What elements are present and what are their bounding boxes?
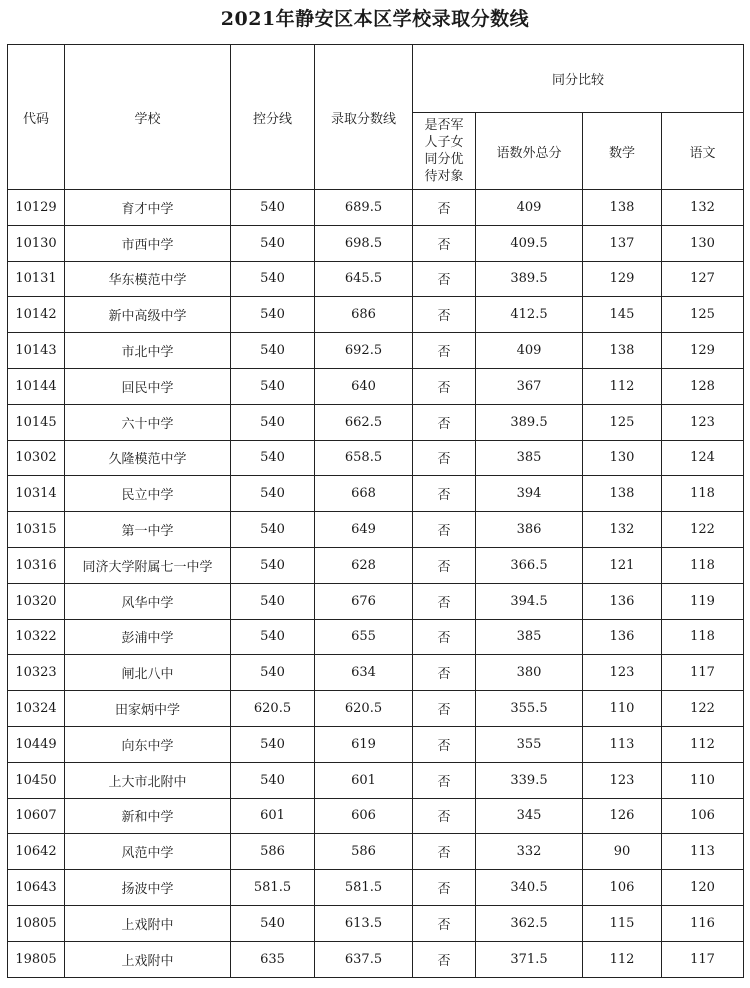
cell-military-family: 否 bbox=[413, 440, 476, 476]
cell-math: 138 bbox=[583, 190, 662, 226]
cell-math: 138 bbox=[583, 476, 662, 512]
cell-admission-line: 640 bbox=[315, 368, 413, 404]
cell-code: 10805 bbox=[8, 905, 65, 941]
cell-school: 新和中学 bbox=[65, 798, 231, 834]
table-row bbox=[8, 798, 744, 834]
cell-math: 90 bbox=[583, 834, 662, 870]
table-row bbox=[8, 655, 744, 691]
cell-admission-line: 613.5 bbox=[315, 905, 413, 941]
header-chinese: 语文 bbox=[662, 113, 744, 190]
cell-admission-line: 601 bbox=[315, 762, 413, 798]
header-control-line: 控分线 bbox=[231, 45, 315, 190]
cell-military-family: 否 bbox=[413, 726, 476, 762]
cell-control-line: 540 bbox=[231, 476, 315, 512]
cell-chinese: 118 bbox=[662, 547, 744, 583]
cell-math: 112 bbox=[583, 368, 662, 404]
cell-math: 121 bbox=[583, 547, 662, 583]
cell-control-line: 540 bbox=[231, 261, 315, 297]
cell-total-ex-foreign: 367 bbox=[476, 368, 583, 404]
cell-school: 上戏附中 bbox=[65, 941, 231, 977]
header-admission-line: 录取分数线 bbox=[315, 45, 413, 190]
cell-school: 向东中学 bbox=[65, 726, 231, 762]
cell-code: 10320 bbox=[8, 583, 65, 619]
table-row bbox=[8, 619, 744, 655]
cell-code: 10449 bbox=[8, 726, 65, 762]
header-military-line: 人子女 bbox=[424, 135, 464, 150]
cell-control-line: 540 bbox=[231, 368, 315, 404]
cell-total-ex-foreign: 380 bbox=[476, 655, 583, 691]
cell-math: 137 bbox=[583, 225, 662, 261]
cell-code: 10144 bbox=[8, 368, 65, 404]
cell-admission-line: 634 bbox=[315, 655, 413, 691]
cell-school: 田家炳中学 bbox=[65, 691, 231, 727]
table-row bbox=[8, 190, 744, 226]
table-row bbox=[8, 261, 744, 297]
cell-admission-line: 668 bbox=[315, 476, 413, 512]
cell-code: 10643 bbox=[8, 870, 65, 906]
cell-math: 125 bbox=[583, 404, 662, 440]
table-row bbox=[8, 512, 744, 548]
cell-school: 育才中学 bbox=[65, 190, 231, 226]
cell-code: 10607 bbox=[8, 798, 65, 834]
cell-math: 126 bbox=[583, 798, 662, 834]
cell-code: 10323 bbox=[8, 655, 65, 691]
cell-total-ex-foreign: 389.5 bbox=[476, 404, 583, 440]
cell-total-ex-foreign: 340.5 bbox=[476, 870, 583, 906]
cell-total-ex-foreign: 371.5 bbox=[476, 941, 583, 977]
cell-code: 10145 bbox=[8, 404, 65, 440]
cell-military-family: 否 bbox=[413, 547, 476, 583]
cell-admission-line: 662.5 bbox=[315, 404, 413, 440]
cell-school: 同济大学附属七一中学 bbox=[65, 547, 231, 583]
cell-school: 市北中学 bbox=[65, 333, 231, 369]
cell-total-ex-foreign: 332 bbox=[476, 834, 583, 870]
cell-math: 115 bbox=[583, 905, 662, 941]
table-row bbox=[8, 762, 744, 798]
cell-control-line: 581.5 bbox=[231, 870, 315, 906]
header-military-line: 是否军 bbox=[424, 118, 464, 133]
cell-math: 110 bbox=[583, 691, 662, 727]
header-total-ex-foreign: 语数外总分 bbox=[476, 113, 583, 190]
cell-math: 138 bbox=[583, 333, 662, 369]
cell-school: 风华中学 bbox=[65, 583, 231, 619]
cell-chinese: 113 bbox=[662, 834, 744, 870]
cell-chinese: 116 bbox=[662, 905, 744, 941]
cell-military-family: 否 bbox=[413, 512, 476, 548]
cell-control-line: 601 bbox=[231, 798, 315, 834]
cell-code: 10314 bbox=[8, 476, 65, 512]
cell-admission-line: 686 bbox=[315, 297, 413, 333]
cell-military-family: 否 bbox=[413, 870, 476, 906]
cell-military-family: 否 bbox=[413, 691, 476, 727]
cell-chinese: 106 bbox=[662, 798, 744, 834]
cell-control-line: 635 bbox=[231, 941, 315, 977]
cell-code: 10322 bbox=[8, 619, 65, 655]
cell-math: 123 bbox=[583, 655, 662, 691]
cell-admission-line: 619 bbox=[315, 726, 413, 762]
table-row bbox=[8, 834, 744, 870]
cell-control-line: 620.5 bbox=[231, 691, 315, 727]
cell-admission-line: 620.5 bbox=[315, 691, 413, 727]
cell-control-line: 540 bbox=[231, 726, 315, 762]
table-row bbox=[8, 547, 744, 583]
cell-math: 130 bbox=[583, 440, 662, 476]
cell-military-family: 否 bbox=[413, 941, 476, 977]
cell-chinese: 123 bbox=[662, 404, 744, 440]
cell-military-family: 否 bbox=[413, 476, 476, 512]
cell-total-ex-foreign: 412.5 bbox=[476, 297, 583, 333]
header-military-line: 同分优 bbox=[424, 152, 464, 167]
cell-chinese: 120 bbox=[662, 870, 744, 906]
table-row bbox=[8, 368, 744, 404]
cell-control-line: 586 bbox=[231, 834, 315, 870]
cell-school: 上戏附中 bbox=[65, 905, 231, 941]
cell-school: 扬波中学 bbox=[65, 870, 231, 906]
cell-military-family: 否 bbox=[413, 225, 476, 261]
cell-chinese: 117 bbox=[662, 941, 744, 977]
cell-control-line: 540 bbox=[231, 512, 315, 548]
cell-chinese: 130 bbox=[662, 225, 744, 261]
cell-chinese: 119 bbox=[662, 583, 744, 619]
cell-code: 10131 bbox=[8, 261, 65, 297]
cell-code: 10450 bbox=[8, 762, 65, 798]
cell-military-family: 否 bbox=[413, 762, 476, 798]
cell-total-ex-foreign: 385 bbox=[476, 619, 583, 655]
cell-military-family: 否 bbox=[413, 368, 476, 404]
table-row bbox=[8, 225, 744, 261]
cell-code: 10142 bbox=[8, 297, 65, 333]
cell-school: 彭浦中学 bbox=[65, 619, 231, 655]
cell-code: 10324 bbox=[8, 691, 65, 727]
cell-school: 六十中学 bbox=[65, 404, 231, 440]
cell-military-family: 否 bbox=[413, 190, 476, 226]
cell-control-line: 540 bbox=[231, 333, 315, 369]
cell-chinese: 132 bbox=[662, 190, 744, 226]
cell-total-ex-foreign: 339.5 bbox=[476, 762, 583, 798]
cell-total-ex-foreign: 366.5 bbox=[476, 547, 583, 583]
cell-total-ex-foreign: 394.5 bbox=[476, 583, 583, 619]
cell-admission-line: 637.5 bbox=[315, 941, 413, 977]
cell-admission-line: 689.5 bbox=[315, 190, 413, 226]
cell-total-ex-foreign: 386 bbox=[476, 512, 583, 548]
cell-admission-line: 645.5 bbox=[315, 261, 413, 297]
cell-total-ex-foreign: 355 bbox=[476, 726, 583, 762]
cell-chinese: 122 bbox=[662, 691, 744, 727]
cell-control-line: 540 bbox=[231, 547, 315, 583]
cell-admission-line: 649 bbox=[315, 512, 413, 548]
cell-military-family: 否 bbox=[413, 404, 476, 440]
table-row bbox=[8, 476, 744, 512]
cell-school: 第一中学 bbox=[65, 512, 231, 548]
cell-military-family: 否 bbox=[413, 834, 476, 870]
cell-chinese: 117 bbox=[662, 655, 744, 691]
header-military-line: 待对象 bbox=[424, 169, 464, 184]
cell-chinese: 125 bbox=[662, 297, 744, 333]
cell-admission-line: 658.5 bbox=[315, 440, 413, 476]
cell-control-line: 540 bbox=[231, 297, 315, 333]
header-tie-compare: 同分比较 bbox=[413, 45, 744, 113]
table-body bbox=[8, 190, 744, 978]
cell-admission-line: 606 bbox=[315, 798, 413, 834]
table-row bbox=[8, 404, 744, 440]
cell-admission-line: 698.5 bbox=[315, 225, 413, 261]
cell-school: 久隆模范中学 bbox=[65, 440, 231, 476]
cell-military-family: 否 bbox=[413, 261, 476, 297]
cell-control-line: 540 bbox=[231, 583, 315, 619]
cell-code: 10129 bbox=[8, 190, 65, 226]
cell-military-family: 否 bbox=[413, 655, 476, 691]
cell-chinese: 110 bbox=[662, 762, 744, 798]
cell-control-line: 540 bbox=[231, 440, 315, 476]
cell-code: 10130 bbox=[8, 225, 65, 261]
table-row bbox=[8, 726, 744, 762]
cell-code: 10642 bbox=[8, 834, 65, 870]
header-math: 数学 bbox=[583, 113, 662, 190]
cell-code: 10316 bbox=[8, 547, 65, 583]
cell-code: 10143 bbox=[8, 333, 65, 369]
cell-admission-line: 655 bbox=[315, 619, 413, 655]
page-title: 2021年静安区本区学校录取分数线 bbox=[220, 8, 530, 30]
cell-school: 上大市北附中 bbox=[65, 762, 231, 798]
cell-math: 113 bbox=[583, 726, 662, 762]
cell-military-family: 否 bbox=[413, 798, 476, 834]
cell-chinese: 112 bbox=[662, 726, 744, 762]
cell-math: 145 bbox=[583, 297, 662, 333]
cell-military-family: 否 bbox=[413, 619, 476, 655]
cell-code: 10302 bbox=[8, 440, 65, 476]
cell-school: 风范中学 bbox=[65, 834, 231, 870]
table-row bbox=[8, 905, 744, 941]
cell-school: 新中高级中学 bbox=[65, 297, 231, 333]
cell-military-family: 否 bbox=[413, 905, 476, 941]
table-row bbox=[8, 333, 744, 369]
cell-admission-line: 676 bbox=[315, 583, 413, 619]
cell-chinese: 128 bbox=[662, 368, 744, 404]
table-row bbox=[8, 870, 744, 906]
cell-school: 民立中学 bbox=[65, 476, 231, 512]
cell-math: 123 bbox=[583, 762, 662, 798]
cell-school: 华东模范中学 bbox=[65, 261, 231, 297]
cell-total-ex-foreign: 409 bbox=[476, 333, 583, 369]
cell-school: 闸北八中 bbox=[65, 655, 231, 691]
cell-code: 19805 bbox=[8, 941, 65, 977]
cell-military-family: 否 bbox=[413, 583, 476, 619]
cell-admission-line: 581.5 bbox=[315, 870, 413, 906]
cell-control-line: 540 bbox=[231, 655, 315, 691]
table-row bbox=[8, 297, 744, 333]
cell-math: 112 bbox=[583, 941, 662, 977]
cell-total-ex-foreign: 355.5 bbox=[476, 691, 583, 727]
cell-admission-line: 628 bbox=[315, 547, 413, 583]
cell-school: 市西中学 bbox=[65, 225, 231, 261]
cell-military-family: 否 bbox=[413, 333, 476, 369]
header-code: 代码 bbox=[8, 45, 65, 190]
cell-code: 10315 bbox=[8, 512, 65, 548]
cell-math: 136 bbox=[583, 619, 662, 655]
cell-total-ex-foreign: 345 bbox=[476, 798, 583, 834]
cell-total-ex-foreign: 385 bbox=[476, 440, 583, 476]
cell-math: 132 bbox=[583, 512, 662, 548]
cell-math: 136 bbox=[583, 583, 662, 619]
cell-chinese: 127 bbox=[662, 261, 744, 297]
cell-admission-line: 586 bbox=[315, 834, 413, 870]
header-school: 学校 bbox=[65, 45, 231, 190]
cell-control-line: 540 bbox=[231, 190, 315, 226]
cell-total-ex-foreign: 389.5 bbox=[476, 261, 583, 297]
cell-military-family: 否 bbox=[413, 297, 476, 333]
table-row bbox=[8, 941, 744, 977]
cell-chinese: 122 bbox=[662, 512, 744, 548]
cell-total-ex-foreign: 362.5 bbox=[476, 905, 583, 941]
cell-chinese: 129 bbox=[662, 333, 744, 369]
cell-school: 回民中学 bbox=[65, 368, 231, 404]
header-military-family bbox=[413, 113, 476, 190]
cell-control-line: 540 bbox=[231, 619, 315, 655]
cell-control-line: 540 bbox=[231, 762, 315, 798]
table-row bbox=[8, 691, 744, 727]
cell-math: 106 bbox=[583, 870, 662, 906]
cell-admission-line: 692.5 bbox=[315, 333, 413, 369]
cell-total-ex-foreign: 409.5 bbox=[476, 225, 583, 261]
cell-math: 129 bbox=[583, 261, 662, 297]
cell-chinese: 118 bbox=[662, 476, 744, 512]
cell-control-line: 540 bbox=[231, 225, 315, 261]
cell-control-line: 540 bbox=[231, 404, 315, 440]
table-row bbox=[8, 440, 744, 476]
table-row bbox=[8, 583, 744, 619]
admission-score-table bbox=[7, 44, 744, 978]
cell-chinese: 118 bbox=[662, 619, 744, 655]
cell-control-line: 540 bbox=[231, 905, 315, 941]
cell-total-ex-foreign: 394 bbox=[476, 476, 583, 512]
cell-chinese: 124 bbox=[662, 440, 744, 476]
cell-total-ex-foreign: 409 bbox=[476, 190, 583, 226]
